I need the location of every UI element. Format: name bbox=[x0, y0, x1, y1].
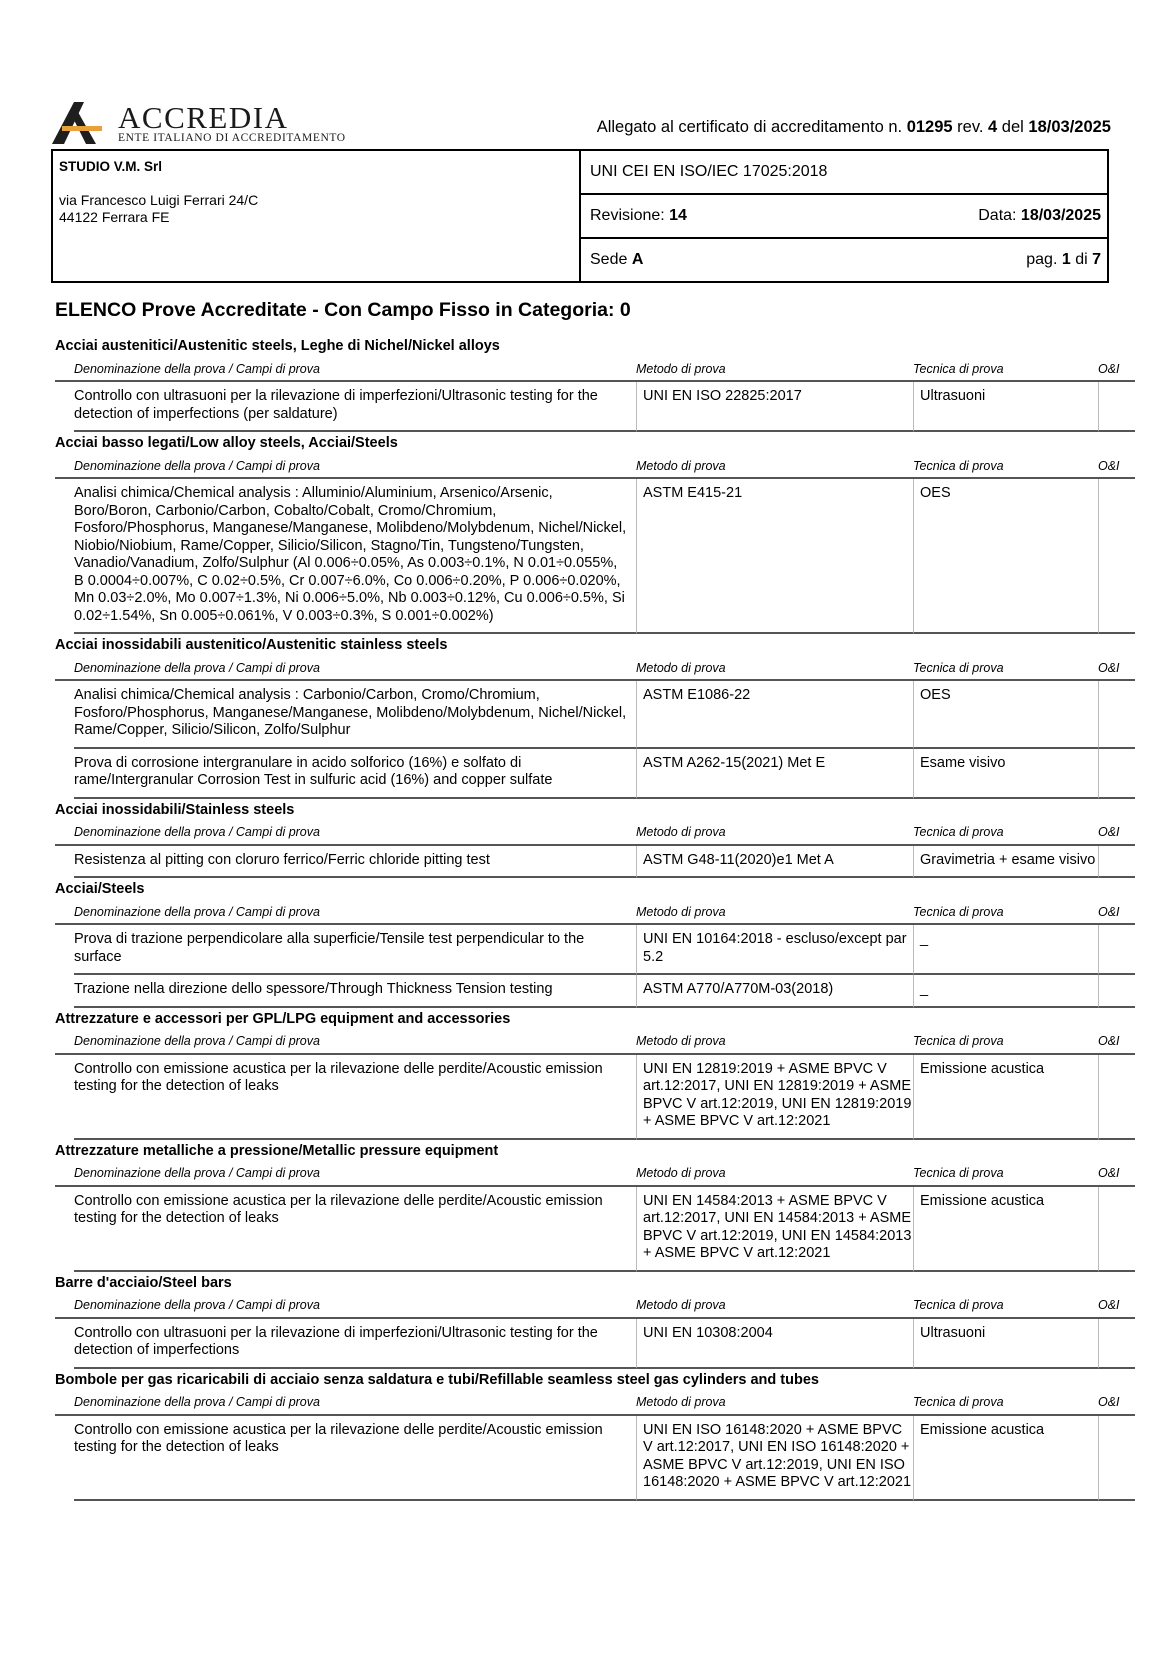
test-technique: _ bbox=[913, 925, 1098, 975]
test-oi bbox=[1098, 1416, 1135, 1501]
table-row bbox=[55, 1416, 1135, 1501]
test-name: Resistenza al pitting con cloruro ferrico/Ferric chloride pitting test bbox=[74, 846, 636, 879]
section-title: Acciai inossidabili/Stainless steels bbox=[55, 801, 295, 818]
section-title: Acciai inossidabili austenitico/Austenitic stainless steels bbox=[55, 637, 448, 653]
column-header-oi: O&I bbox=[1098, 825, 1120, 839]
section-title: Bombole per gas ricaricabili di acciaio senza saldatura e tubi/Refillable seamless steel gas cylinders and tubes bbox=[55, 1371, 819, 1388]
column-header-row bbox=[55, 357, 1135, 382]
section-title: Attrezzature metalliche a pressione/Metallic pressure equipment bbox=[55, 1142, 499, 1159]
column-header-method: Metodo di prova bbox=[636, 1166, 726, 1180]
test-name: Prova di trazione perpendicolare alla superficie/Tensile test perpendicular to the surface bbox=[74, 925, 636, 975]
test-oi bbox=[1098, 681, 1135, 749]
table-row bbox=[55, 975, 1135, 1008]
test-technique: Emissione acustica bbox=[913, 1187, 1098, 1272]
section-title: Acciai basso legati/Low alloy steels, Acciai/Steels bbox=[55, 435, 398, 451]
test-method: ASTM E1086-22 bbox=[636, 681, 913, 749]
column-header-method: Metodo di prova bbox=[636, 1034, 726, 1048]
test-method: UNI EN ISO 22825:2017 bbox=[636, 382, 913, 432]
column-header-technique: Tecnica di prova bbox=[913, 1166, 1004, 1180]
test-method: UNI EN 14584:2013 + ASME BPVC V art.12:2017, UNI EN 14584:2013 + ASME BPVC V art.12:2019, UNI EN 14584:2013 + ASME BPVC V art.12:2021 bbox=[636, 1187, 913, 1272]
column-header-row bbox=[55, 454, 1135, 479]
test-technique: Ultrasuoni bbox=[913, 1319, 1098, 1369]
accredited-tests-list bbox=[55, 335, 1135, 1501]
test-name: Trazione nella direzione dello spessore/Through Thickness Tension testing bbox=[74, 975, 636, 1008]
column-header-test: Denominazione della prova / Campi di prova bbox=[74, 458, 320, 473]
test-name: Prova di corrosione intergranulare in acido solforico (16%) e solfato di rame/Intergranular Corrosion Test in sulfuric acid (16%) and copper sulfate bbox=[74, 749, 636, 799]
test-name: Analisi chimica/Chemical analysis : Carbonio/Carbon, Cromo/Chromium, Fosforo/Phosphorus, Manganese/Manganese, Molibdeno/Molybdenum, Nichel/Nickel, Rame/Copper, Silicio/Silicon, Zolfo/Sulphur bbox=[74, 681, 636, 749]
column-header-test: Denominazione della prova / Campi di prova bbox=[74, 1034, 320, 1048]
column-header-oi: O&I bbox=[1098, 904, 1120, 919]
test-oi bbox=[1098, 846, 1135, 879]
test-name: Analisi chimica/Chemical analysis : Alluminio/Aluminium, Arsenico/Arsenic, Boro/Boron, Carbonio/Carbon, Cobalto/Cobalt, Cromo/Chromium, Fosforo/Phosphorus, Manganese/Manganese, Molibdeno/Molybdenum, Nichel/Nickel, Niobio/Niobium, Rame/Copper, Silicio/Silicon, Stagno/Tin, Tungsteno/Tungsten, Vanadio/Vanadium, Zolfo/Sulphur (Al 0.006÷0.05%, As 0.003÷0.1%, N 0.01÷0.055%, B 0.0004÷0.007%, C 0.02÷0.5%, Cr 0.007÷6.0%, Co 0.006÷0.20%, P 0.006÷0.020%, Mn 0.03÷2.0%, Mo 0.007÷1.3%, Ni 0.006÷5.0%, Nb 0.003÷0.12%, Cu 0.006÷0.5%, Si 0.02÷1.54%, Sn 0.005÷0.061%, V 0.003÷0.3%, S 0.001÷0.002%) bbox=[74, 479, 636, 634]
column-header-test: Denominazione della prova / Campi di prova bbox=[74, 1395, 320, 1409]
test-name: Controllo con emissione acustica per la rilevazione delle perdite/Acoustic emission testing for the detection of leaks bbox=[74, 1055, 636, 1140]
table-row bbox=[55, 925, 1135, 975]
logo-name: ACCREDIA bbox=[118, 100, 289, 135]
standard: UNI CEI EN ISO/IEC 17025:2018 bbox=[590, 163, 828, 180]
document-info bbox=[581, 151, 1107, 281]
column-header-test: Denominazione della prova / Campi di prova bbox=[74, 904, 320, 919]
column-header-technique: Tecnica di prova bbox=[913, 660, 1004, 675]
column-header-row bbox=[55, 1030, 1135, 1055]
section-title: Barre d'acciaio/Steel bars bbox=[55, 1274, 232, 1291]
test-oi bbox=[1098, 382, 1135, 432]
table-row bbox=[55, 382, 1135, 432]
table-row bbox=[55, 681, 1135, 749]
column-header-technique: Tecnica di prova bbox=[913, 361, 1004, 376]
table-row bbox=[55, 479, 1135, 634]
column-header-test: Denominazione della prova / Campi di prova bbox=[74, 361, 320, 376]
page-number: pag. 1 di 7 bbox=[1026, 251, 1101, 268]
lab-address: via Francesco Luigi Ferrari 24/C 44122 Ferrara FE bbox=[59, 192, 259, 225]
test-technique: Ultrasuoni bbox=[913, 382, 1098, 432]
column-header-row bbox=[55, 1391, 1135, 1416]
test-method: ASTM E415-21 bbox=[636, 479, 913, 634]
test-method: UNI EN ISO 16148:2020 + ASME BPVC V art.12:2017, UNI EN ISO 16148:2020 + ASME BPVC V art.12:2019, UNI EN ISO 16148:2020 + ASME BPVC V art.12:2021 bbox=[636, 1416, 913, 1501]
column-header-test: Denominazione della prova / Campi di prova bbox=[74, 1298, 320, 1312]
column-header-technique: Tecnica di prova bbox=[913, 904, 1004, 919]
column-header-test: Denominazione della prova / Campi di prova bbox=[74, 1166, 320, 1180]
site: Sede A bbox=[590, 251, 644, 268]
test-oi bbox=[1098, 479, 1135, 634]
lab-name: STUDIO V.M. Srl bbox=[59, 159, 163, 174]
column-header-row bbox=[55, 900, 1135, 925]
column-header-oi: O&I bbox=[1098, 458, 1120, 473]
table-row bbox=[55, 1055, 1135, 1140]
column-header-test: Denominazione della prova / Campi di prova bbox=[74, 825, 320, 839]
column-header-method: Metodo di prova bbox=[636, 1395, 726, 1409]
column-header-method: Metodo di prova bbox=[636, 458, 726, 473]
table-row bbox=[55, 1319, 1135, 1369]
test-name: Controllo con emissione acustica per la rilevazione delle perdite/Acoustic emission testing for the detection of leaks bbox=[74, 1187, 636, 1272]
test-technique: OES bbox=[913, 479, 1098, 634]
column-header-oi: O&I bbox=[1098, 660, 1120, 675]
column-header-method: Metodo di prova bbox=[636, 660, 726, 675]
column-header-method: Metodo di prova bbox=[636, 825, 726, 839]
standard-cell bbox=[581, 151, 1107, 195]
revision-cell bbox=[581, 195, 1107, 239]
test-name: Controllo con emissione acustica per la rilevazione delle perdite/Acoustic emission testing for the detection of leaks bbox=[74, 1416, 636, 1501]
section-title: Attrezzature e accessori per GPL/LPG equipment and accessories bbox=[55, 1010, 511, 1027]
column-header-technique: Tecnica di prova bbox=[913, 1298, 1004, 1312]
test-technique: Emissione acustica bbox=[913, 1416, 1098, 1501]
column-header-method: Metodo di prova bbox=[636, 1298, 726, 1312]
test-oi bbox=[1098, 749, 1135, 799]
column-header-row bbox=[55, 656, 1135, 681]
column-header-method: Metodo di prova bbox=[636, 361, 726, 376]
revision-date: Data: 18/03/2025 bbox=[978, 207, 1101, 224]
test-name: Controllo con ultrasuoni per la rilevazione di imperfezioni/Ultrasonic testing for the detection of imperfections (per saldature) bbox=[74, 382, 636, 432]
test-method: ASTM A770/A770M-03(2018) bbox=[636, 975, 913, 1008]
test-oi bbox=[1098, 975, 1135, 1008]
column-header-oi: O&I bbox=[1098, 1166, 1120, 1180]
section-title: Acciai/Steels bbox=[55, 881, 145, 897]
logo-subtitle: ENTE ITALIANO DI ACCREDITAMENTO bbox=[118, 132, 346, 144]
column-header-method: Metodo di prova bbox=[636, 904, 726, 919]
table-row bbox=[55, 846, 1135, 879]
test-method: ASTM G48-11(2020)e1 Met A bbox=[636, 846, 913, 879]
page-title: ELENCO Prove Accreditate - Con Campo Fisso in Categoria: 0 bbox=[55, 299, 631, 321]
column-header-oi: O&I bbox=[1098, 1034, 1120, 1048]
test-technique: Emissione acustica bbox=[913, 1055, 1098, 1140]
section-title: Acciai austenitici/Austenitic steels, Leghe di Nichel/Nickel alloys bbox=[55, 338, 500, 354]
test-oi bbox=[1098, 1319, 1135, 1369]
table-row bbox=[55, 1187, 1135, 1272]
test-oi bbox=[1098, 1055, 1135, 1140]
column-header-technique: Tecnica di prova bbox=[913, 458, 1004, 473]
test-technique: Gravimetria + esame visivo bbox=[913, 846, 1098, 879]
revision: Revisione: 14 bbox=[590, 207, 687, 224]
test-method: UNI EN 10164:2018 - escluso/except par 5.2 bbox=[636, 925, 913, 975]
header-box bbox=[51, 149, 1109, 283]
test-oi bbox=[1098, 1187, 1135, 1272]
accredia-logo-mark-icon bbox=[52, 102, 110, 144]
column-header-technique: Tecnica di prova bbox=[913, 1034, 1004, 1048]
test-method: ASTM A262-15(2021) Met E bbox=[636, 749, 913, 799]
test-method: UNI EN 10308:2004 bbox=[636, 1319, 913, 1369]
column-header-oi: O&I bbox=[1098, 1395, 1120, 1409]
lab-info bbox=[53, 151, 581, 281]
certificate-annex-note: Allegato al certificato di accreditamento n. 01295 rev. 4 del 18/03/2025 bbox=[596, 118, 1111, 136]
column-header-oi: O&I bbox=[1098, 1298, 1120, 1312]
accredia-logo bbox=[52, 102, 352, 148]
test-technique: _ bbox=[913, 975, 1098, 1008]
column-header-oi: O&I bbox=[1098, 361, 1120, 376]
column-header-technique: Tecnica di prova bbox=[913, 1395, 1004, 1409]
column-header-technique: Tecnica di prova bbox=[913, 825, 1004, 839]
column-header-row bbox=[55, 1162, 1135, 1187]
test-name: Controllo con ultrasuoni per la rilevazione di imperfezioni/Ultrasonic testing for the detection of imperfections bbox=[74, 1319, 636, 1369]
site-cell bbox=[581, 239, 1107, 283]
test-oi bbox=[1098, 925, 1135, 975]
test-technique: OES bbox=[913, 681, 1098, 749]
test-technique: Esame visivo bbox=[913, 749, 1098, 799]
column-header-row bbox=[55, 821, 1135, 846]
test-method: UNI EN 12819:2019 + ASME BPVC V art.12:2017, UNI EN 12819:2019 + ASME BPVC V art.12:2019, UNI EN 12819:2019 + ASME BPVC V art.12:2021 bbox=[636, 1055, 913, 1140]
table-row bbox=[55, 749, 1135, 799]
column-header-test: Denominazione della prova / Campi di prova bbox=[74, 660, 320, 675]
column-header-row bbox=[55, 1294, 1135, 1319]
